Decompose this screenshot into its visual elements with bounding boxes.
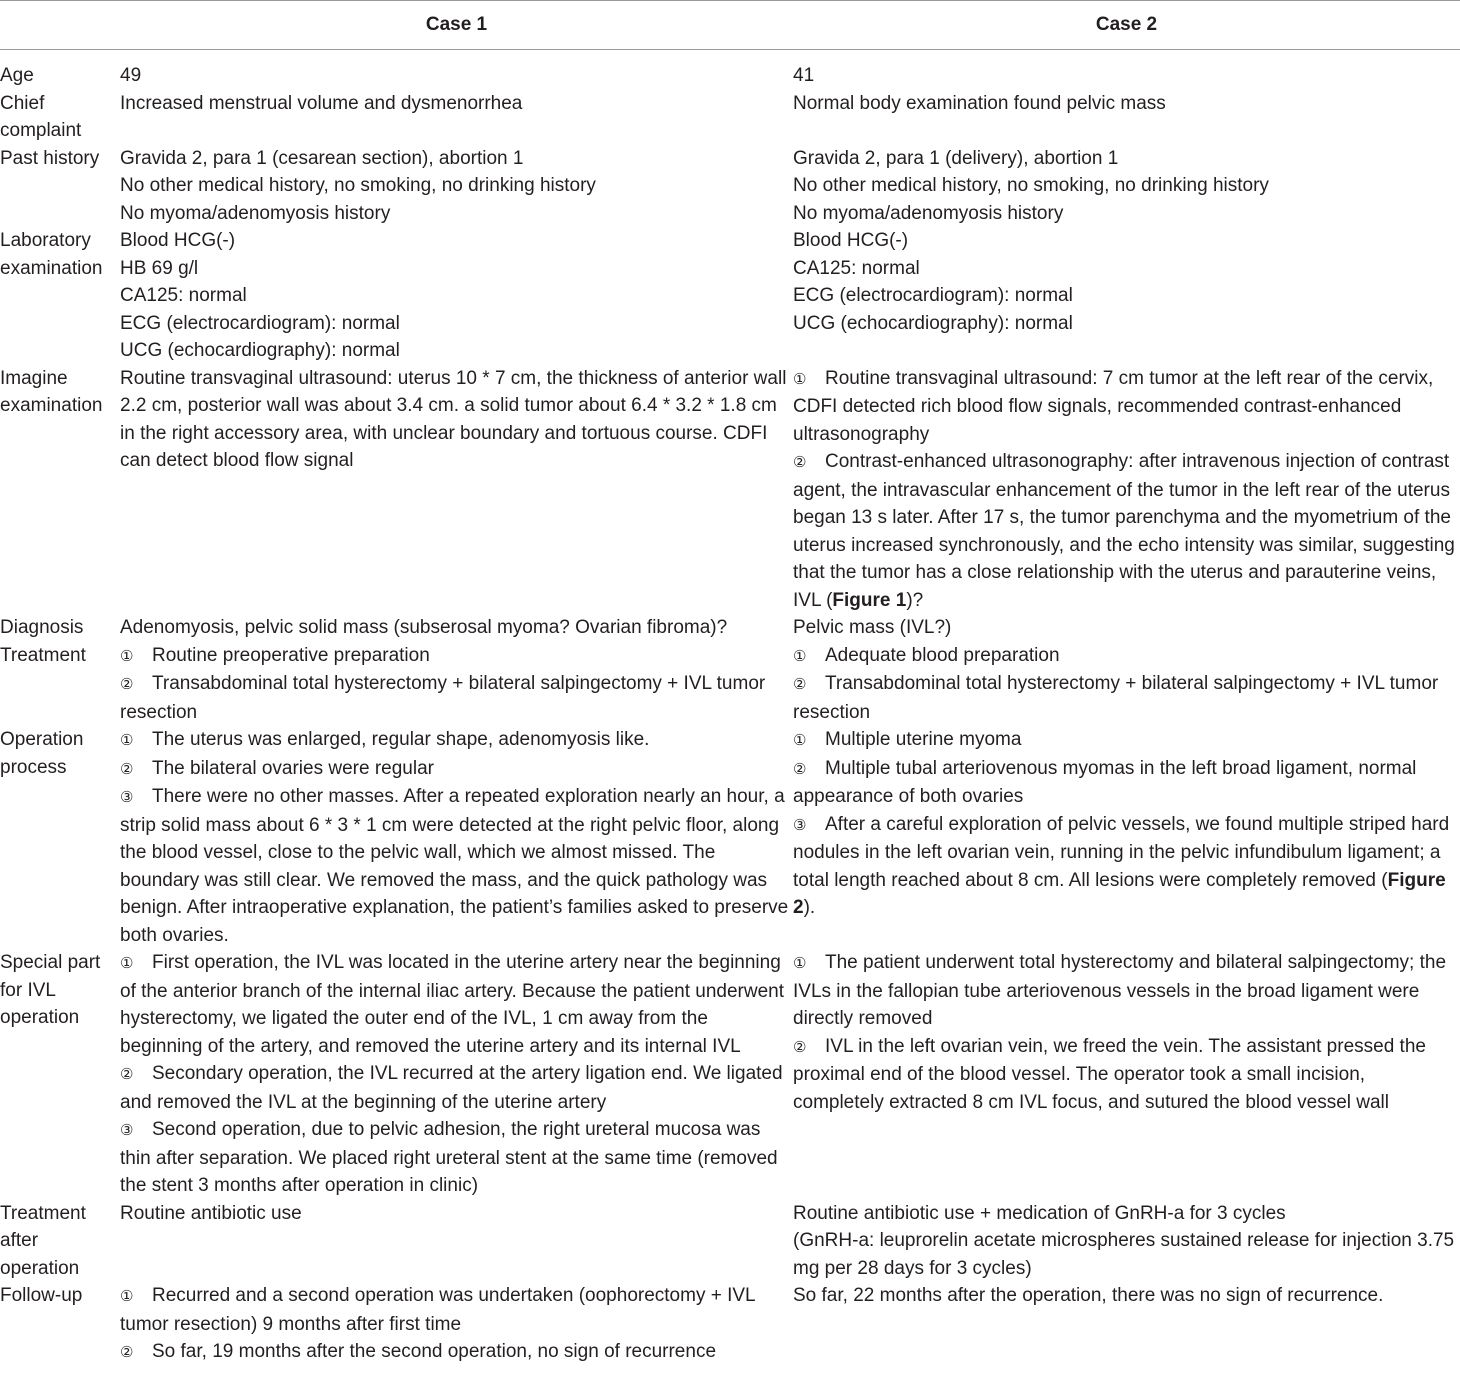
header-row (0, 1, 1460, 50)
row-treatment (0, 642, 1460, 727)
circled-number: ① (793, 647, 807, 665)
row-chief-complaint (0, 90, 1460, 145)
numbered-item (120, 670, 793, 726)
case2-after-operation (793, 1200, 1460, 1283)
item-text: Transabdominal total hysterectomy + bilateral salpingectomy + IVL tumor resection (120, 673, 766, 723)
header-blank (0, 1, 120, 50)
label-treatment: Treatment (0, 644, 86, 666)
item-text: The bilateral ovaries were regular (152, 757, 434, 779)
case2-follow-up: So far, 22 months after the operation, there was no sign of recurrence. (793, 1285, 1384, 1306)
case2-operation (793, 726, 1460, 949)
circled-number: ② (793, 676, 807, 693)
label-imaging (0, 365, 120, 615)
case1-operation (120, 726, 793, 949)
circled-number: ③ (120, 1122, 134, 1139)
circled-number: ① (793, 955, 807, 972)
item-text: Multiple uterine myoma (825, 729, 1022, 750)
figure-link[interactable]: Figure 2 (793, 869, 1446, 918)
row-laboratory (0, 227, 1460, 365)
case2-special-ivl (793, 949, 1460, 1200)
item-text: Multiple tubal arteriovenous myomas in the left broad ligament, normal appearance of both ovaries (793, 757, 1417, 807)
item-text: After a careful exploration of pelvic vessels, we found multiple striped hard nodules in the left ovarian vein, running in the pelvic infundibulum ligament; a total length reached about 8 cm. All lesions were completely removed ( (793, 813, 1450, 891)
case2-age: 41 (793, 65, 815, 86)
item-text: Secondary operation, the IVL recurred at the artery ligation end. We ligated and removed the IVL at the beginning of the uterine artery (120, 1063, 783, 1113)
text-line: No other medical history, no smoking, no drinking history (120, 175, 596, 196)
case2-imaging (793, 365, 1460, 615)
text-line: CA125: normal (793, 257, 920, 279)
text-line: No myoma/adenomyosis history (120, 202, 391, 224)
text-line: ECG (electrocardiogram): normal (120, 312, 400, 334)
case1-diagnosis: Adenomyosis, pelvic solid mass (subserosal myoma? Ovarian fibroma)? (120, 617, 728, 638)
numbered-item (793, 670, 1460, 726)
circled-number: ① (120, 955, 134, 972)
circled-number: ② (793, 1038, 807, 1056)
text-line: Blood HCG(-) (793, 230, 909, 251)
item-text: Routine transvaginal ultrasound: 7 cm tumor at the left rear of the cervix, CDFI detected rich blood flow signals, recommended contrast-enhanced ultrasonography (793, 367, 1434, 445)
row-follow-up (0, 1282, 1460, 1367)
numbered-item (120, 783, 793, 949)
figure-link[interactable]: Figure 1 (832, 589, 907, 611)
case1-past-history (120, 145, 793, 228)
numbered-item (120, 1338, 793, 1367)
label-line: complaint (0, 120, 82, 141)
row-operation (0, 726, 1460, 949)
circled-number: ② (120, 1344, 134, 1361)
label-line: Operation (0, 729, 84, 750)
text-line: Gravida 2, para 1 (delivery), abortion 1 (793, 147, 1119, 169)
label-line: Imagine (0, 367, 68, 389)
label-line: after (0, 1230, 39, 1251)
text-line: (GnRH-a: leuprorelin acetate microspheres sustained release for injection 3.75 mg per 28 days for 3 cycles) (793, 1230, 1455, 1279)
row-age (0, 50, 1460, 90)
numbered-item (793, 949, 1460, 1033)
case1-imaging: Routine transvaginal ultrasound: uterus 10 * 7 cm, the thickness of anterior wall 2.2 cm, posterior wall was about 3.4 cm. a solid tumor about 6.4 * 3.2 * 1.8 cm in the right accessory area, with unclear boundary and tortuous course. CDFI can detect blood flow signal (120, 367, 787, 471)
text-line: Blood HCG(-) (120, 230, 236, 251)
numbered-item (120, 949, 793, 1060)
circled-number: ① (120, 1288, 134, 1305)
item-text: Contrast-enhanced ultrasonography: after intravenous injection of contrast agent, the intravascular enhancement of the tumor in the left rear of the uterus began 13 s later. After 17 s, the tumor parenchyma and the myometrium of the uterus increased synchronously, and the echo intensity was similar, suggesting that the tumor has a close relationship with the uterus and parauterine veins, IVL ( (793, 451, 1455, 611)
item-text: Adequate blood preparation (825, 644, 1060, 666)
text-line: UCG (echocardiography): normal (793, 312, 1073, 334)
circled-number: ② (120, 676, 134, 693)
item-text-tail: ). (803, 897, 816, 918)
case2-treatment (793, 642, 1460, 727)
label-line: Chief (0, 92, 45, 114)
item-text: Transabdominal total hysterectomy + bilateral salpingectomy + IVL tumor resection (793, 673, 1439, 723)
text-line: No myoma/adenomyosis history (793, 202, 1064, 224)
header-case2: Case 2 (793, 1, 1460, 50)
numbered-item (793, 755, 1460, 811)
text-line: Routine antibiotic use + medication of GnRH-a for 3 cycles (793, 1202, 1286, 1224)
item-text: There were no other masses. After a repeated exploration nearly an hour, a strip solid mass about 6 * 3 * 1 cm were detected at the right pelvic floor, along the blood vessel, close to the pelvic wall, which we almost missed. The boundary was still clear. We removed the mass, and the quick pathology was benign. After intraoperative explanation, the patient’s families asked to preserve both ovaries. (120, 786, 789, 946)
circled-number: ① (793, 732, 807, 749)
label-past-history: Past history (0, 147, 100, 169)
item-text: Second operation, due to pelvic adhesion, the right ureteral mucosa was thin after separation. We placed right ureteral stent at the same time (removed the stent 3 months after operation in clinic) (120, 1119, 778, 1196)
item-text: The patient underwent total hysterectomy and bilateral salpingectomy; the IVLs in the fallopian tube arteriovenous vessels in the broad ligament were directly removed (793, 952, 1447, 1029)
numbered-item (120, 755, 793, 784)
label-line: Laboratory (0, 230, 91, 251)
numbered-item (793, 365, 1460, 449)
text-line: UCG (echocardiography): normal (120, 340, 400, 361)
numbered-item (793, 811, 1460, 922)
case2-chief-complaint: Normal body examination found pelvic mass (793, 92, 1166, 114)
circled-number: ② (793, 760, 807, 778)
label-line: for IVL (0, 979, 56, 1001)
row-after-operation (0, 1200, 1460, 1283)
case1-after-operation: Routine antibiotic use (120, 1202, 302, 1224)
label-operation (0, 726, 120, 949)
label-follow-up: Follow-up (0, 1285, 83, 1306)
item-text: IVL in the left ovarian vein, we freed the vein. The assistant pressed the proximal end of the blood vessel. The operator took a small incision, completely extracted 8 cm IVL focus, and sutured the blood vessel wall (793, 1035, 1426, 1113)
numbered-item (120, 1060, 793, 1116)
row-past-history (0, 145, 1460, 228)
circled-number: ③ (120, 789, 134, 806)
label-after-operation (0, 1200, 120, 1283)
item-text: First operation, the IVL was located in the uterine artery near the beginning of the anterior branch of the internal iliac artery. Because the patient underwent hysterectomy, we ligated the outer end of the IVL, 1 cm away from the beginning of the artery, and removed the uterine artery and its internal IVL (120, 952, 784, 1057)
label-line: operation (0, 1007, 80, 1028)
numbered-item (120, 1116, 793, 1200)
case1-follow-up (120, 1282, 793, 1367)
text-line: No other medical history, no smoking, no drinking history (793, 175, 1269, 196)
label-line: examination (0, 257, 103, 279)
case1-age: 49 (120, 65, 142, 86)
numbered-item (793, 726, 1460, 755)
case2-diagnosis: Pelvic mass (IVL?) (793, 617, 952, 638)
row-special-ivl (0, 949, 1460, 1200)
text-line: ECG (electrocardiogram): normal (793, 285, 1073, 306)
label-line: Treatment (0, 1202, 86, 1224)
label-age: Age (0, 65, 34, 86)
case1-special-ivl (120, 949, 793, 1200)
numbered-item (793, 642, 1460, 671)
numbered-item (120, 726, 793, 755)
text-line: Gravida 2, para 1 (cesarean section), abortion 1 (120, 147, 524, 169)
case1-laboratory (120, 227, 793, 365)
circled-number: ① (120, 732, 134, 749)
item-text-tail: )? (906, 589, 924, 611)
row-diagnosis (0, 614, 1460, 642)
circled-number: ① (793, 370, 807, 388)
circled-number: ② (793, 454, 807, 471)
text-line: CA125: normal (120, 285, 247, 306)
item-text: The uterus was enlarged, regular shape, adenomyosis like. (152, 729, 650, 750)
row-imaging (0, 365, 1460, 615)
item-text: Routine preoperative preparation (152, 644, 430, 666)
numbered-item (120, 642, 793, 671)
label-line: examination (0, 395, 103, 416)
label-line: process (0, 756, 67, 778)
circled-number: ② (120, 1066, 134, 1083)
circled-number: ③ (793, 816, 807, 834)
case2-past-history (793, 145, 1460, 228)
label-diagnosis: Diagnosis (0, 617, 84, 638)
label-line: Special part (0, 952, 101, 973)
case2-laboratory (793, 227, 1460, 365)
circled-number: ① (120, 647, 134, 665)
label-laboratory (0, 227, 120, 365)
label-line: operation (0, 1257, 80, 1279)
case1-treatment (120, 642, 793, 727)
circled-number: ② (120, 760, 134, 778)
item-text: Recurred and a second operation was undertaken (oophorectomy + IVL tumor resection) 9 months after first time (120, 1285, 755, 1335)
case1-chief-complaint: Increased menstrual volume and dysmenorrhea (120, 92, 523, 114)
numbered-item (793, 1033, 1460, 1117)
text-line: HB 69 g/l (120, 257, 199, 279)
numbered-item (120, 1282, 793, 1338)
label-chief-complaint (0, 90, 120, 145)
item-text: So far, 19 months after the second operation, no sign of recurrence (152, 1341, 717, 1362)
header-case1: Case 1 (120, 1, 793, 50)
label-special-ivl (0, 949, 120, 1200)
numbered-item (793, 448, 1460, 614)
